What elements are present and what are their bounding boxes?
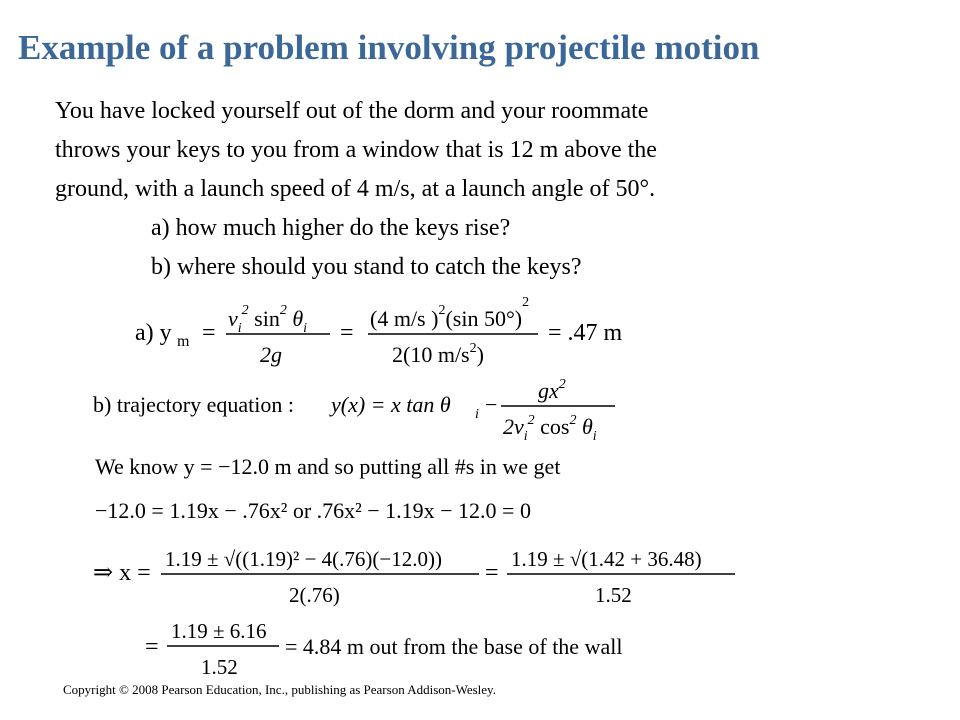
equation-b-num: $gx^2$	[538, 377, 566, 403]
equation-a-num-1: $v_i^2$ $\sin^2 \theta_i$	[228, 303, 308, 336]
question-b: b) where should you stand to catch the keys?	[151, 254, 582, 280]
slide-title: Example of a problem involving projectile motion	[18, 28, 760, 67]
equation-x-den-1: 2(.76)	[289, 583, 340, 607]
equation-x	[93, 534, 743, 614]
problem-line-1: You have locked yourself out of the dorm and your roommate	[55, 98, 649, 124]
equation-know: We know y = −12.0 m and so putting all #s in we get	[95, 454, 561, 479]
equation-b-label: b) trajectory equation :	[93, 392, 294, 417]
equation-b	[93, 372, 633, 452]
equation-x-prefix: ⇒ x =	[93, 560, 151, 586]
copyright-notice: Copyright © 2008 Pearson Education, Inc., publishing as Pearson Addison-Wesley.	[63, 682, 496, 697]
equation-a-den-2: 2(10 $m/s^2$)	[392, 341, 484, 367]
equation-a-equals-2: =	[340, 320, 354, 346]
equation-a-den-1: 2g	[260, 342, 282, 367]
equation-a-num-2: (4 m/s )$^2$(sin 50°)$^2$	[370, 295, 530, 331]
equation-final-equals: =	[145, 634, 159, 660]
equation-a-lhs-sub: m	[177, 333, 190, 350]
equation-a-lhs: a) y	[135, 320, 172, 346]
equation-x-equals: =	[485, 560, 499, 586]
equation-b-den: $2v_i^2$ $\cos^2 \theta_i$	[503, 413, 597, 444]
equation-final	[145, 614, 705, 684]
problem-line-3: ground, with a launch speed of 4 m/s, at a launch angle of 50°.	[55, 176, 656, 202]
equation-a-equals-1: =	[202, 320, 216, 346]
equation-b-minus: −	[485, 392, 498, 417]
problem-statement	[55, 92, 935, 287]
equation-b-expr-sub: i	[475, 407, 479, 422]
problem-line-2: throws your keys to you from a window that is 12 m above the	[55, 137, 657, 163]
equation-b-expr: y(x) = x tan θ	[331, 392, 451, 417]
equation-x-num-1: 1.19 ± √((1.19)² − 4(.76)(−12.0))	[165, 547, 442, 571]
equation-final-num: 1.19 ± 6.16	[171, 619, 267, 643]
equation-final-den: 1.52	[201, 655, 238, 679]
equation-x-num-2: 1.19 ± √(1.42 + 36.48)	[511, 547, 702, 571]
equation-a-result: = .47 m	[548, 320, 623, 346]
question-a: a) how much higher do the keys rise?	[151, 215, 511, 241]
equation-x-den-2: 1.52	[595, 583, 632, 607]
equation-quadratic: −12.0 = 1.19x − .76x² or .76x² − 1.19x − 12.0 = 0	[95, 498, 531, 523]
equation-final-rhs: = 4.84 m out from the base of the wall	[285, 634, 623, 659]
equation-a	[130, 288, 650, 378]
